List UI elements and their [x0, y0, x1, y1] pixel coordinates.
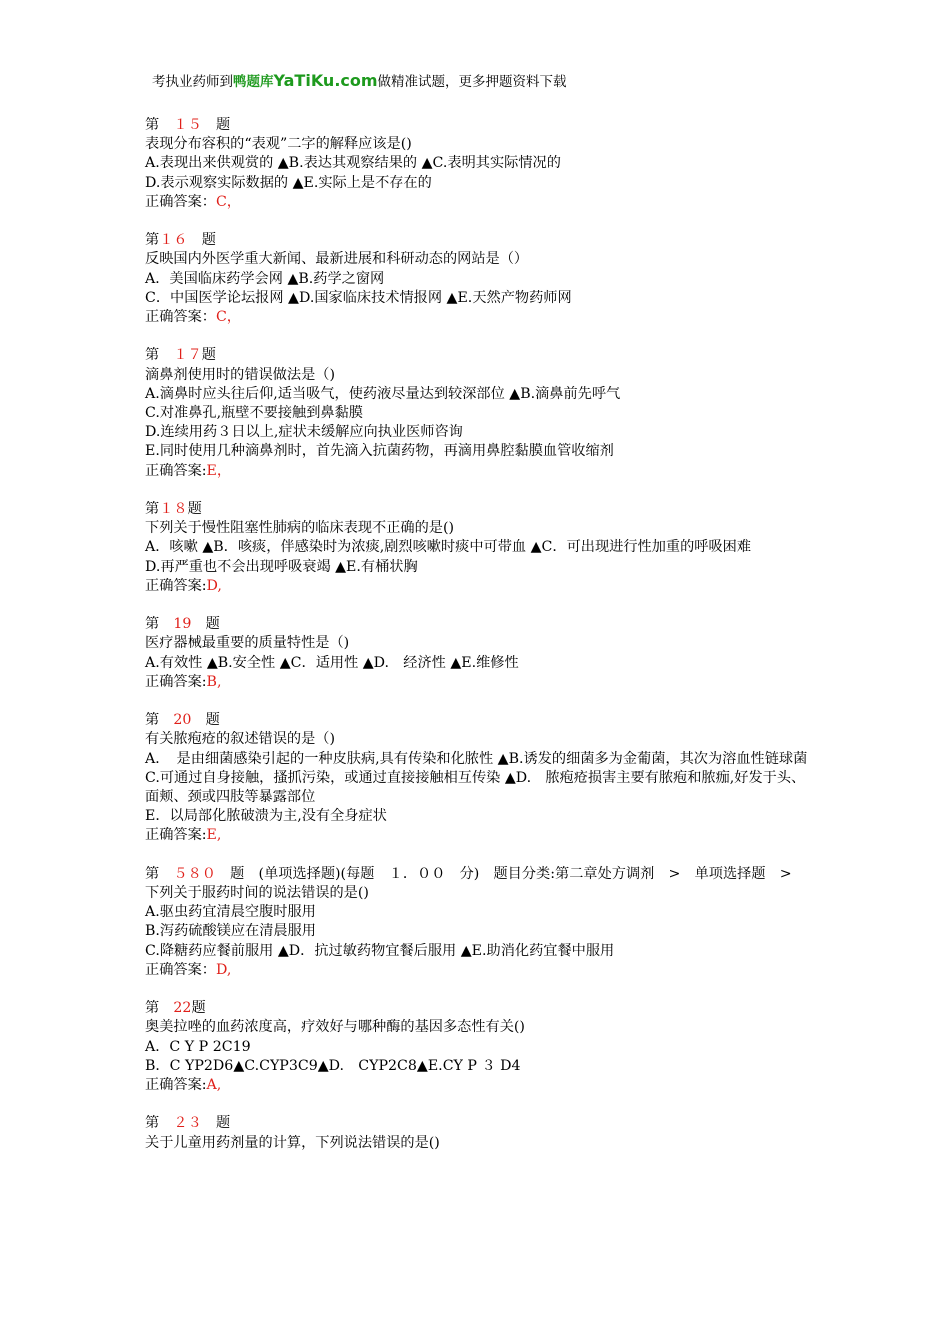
question-title-suffix: 题 — [201, 347, 216, 364]
answer-line — [145, 961, 810, 980]
question-title — [145, 116, 810, 135]
question-title-suffix: 题 — [201, 117, 231, 133]
answer-line — [145, 1076, 810, 1095]
question-title-suffix: 题 — [201, 1115, 231, 1132]
question-title-prefix: 第 — [145, 1000, 174, 1017]
answer-label: 正确答案: — [145, 827, 207, 844]
question-number: 19 — [173, 616, 192, 633]
question-number: ２３ — [173, 1115, 202, 1132]
header-prefix: 考执业药师到 — [152, 74, 233, 90]
answer-value: B, — [206, 673, 222, 690]
question-title — [145, 500, 810, 519]
question-block — [145, 999, 810, 1095]
answer-line — [145, 826, 810, 845]
brand-name-en[interactable]: YaTiKu.com — [273, 71, 378, 90]
question-title-prefix: 第 — [145, 712, 174, 729]
question-options-line: C．中国医学论坛报网 ▲D.国家临床技术情报网 ▲E.天然产物药师网 — [145, 289, 572, 306]
question-title — [145, 999, 810, 1018]
question-options-line: E.同时使用几种滴鼻剂时，首先滴入抗菌药物，再滴用鼻腔黏膜血管收缩剂 — [145, 443, 614, 460]
question-stem: 关于儿童用药剂量的计算，下列说法错误的是() — [145, 1134, 440, 1151]
question-options-line: D.表示观察实际数据的 ▲E.实际上是不存在的 — [145, 174, 432, 191]
answer-label: 正确答案： — [145, 309, 216, 326]
question-block — [145, 615, 810, 692]
question-title-prefix: 第 — [145, 347, 174, 364]
answer-value: A, — [206, 1077, 222, 1094]
question-block — [145, 711, 810, 845]
question-stem: 下列关于服药时间的说法错误的是() — [145, 885, 369, 902]
question-options-line: C.可通过自身接触，搔抓污染，或通过直接接触相互传染 ▲D. 脓疱疮损害主要有脓疱和脓痂,好发于头、面颊、颈或四肢等暴露部位 — [145, 769, 806, 806]
question-number: 22 — [173, 1000, 192, 1017]
page-header — [152, 70, 567, 93]
question-number: １５ — [173, 117, 202, 133]
question-stem: 反映国内外医学重大新闻、最新进展和科研动态的网站是（） — [145, 251, 529, 268]
brand-name-cn[interactable]: 鸭题库 — [233, 74, 274, 90]
question-options-line: D.连续用药３日以上,症状未缓解应向执业医师咨询 — [145, 424, 463, 441]
question-number: １６ — [159, 232, 188, 249]
question-stem: 滴鼻剂使用时的错误做法是（) — [145, 366, 335, 383]
answer-value: C， — [215, 309, 241, 326]
question-list — [145, 116, 810, 1172]
question-number: ５８０ — [173, 865, 216, 882]
question-stem: 有关脓疱疮的叙述错误的是（) — [145, 731, 335, 748]
answer-value: C， — [215, 193, 241, 210]
question-options-line: C.对准鼻孔,瓶壁不要接触到鼻黏膜 — [145, 405, 363, 422]
question-number: １８ — [159, 501, 188, 518]
question-options-line: A．C Y P 2C19 — [145, 1038, 251, 1055]
question-stem: 下列关于慢性阻塞性肺病的临床表现不正确的是() — [145, 520, 455, 537]
answer-line — [145, 308, 810, 327]
question-title-suffix: 题 — [191, 616, 220, 633]
question-options-line: A．咳嗽 ▲B．咳痰，伴感染时为浓痰,剧烈咳嗽时痰中可带血 ▲C．可出现进行性加重的呼吸困难 — [145, 539, 752, 556]
question-title-prefix: 第 — [145, 117, 174, 133]
question-number: 20 — [173, 712, 192, 729]
question-title-prefix: 第 — [145, 501, 160, 518]
question-title-prefix: 第 — [145, 1115, 174, 1132]
question-options-line: A．美国临床药学会网 ▲B.药学之窗网 — [145, 270, 385, 287]
answer-label: 正确答案: — [145, 1077, 207, 1094]
question-title — [145, 615, 810, 634]
answer-value: D, — [215, 961, 232, 978]
answer-line — [145, 673, 810, 692]
answer-value: E， — [206, 462, 232, 479]
answer-value: E, — [206, 827, 222, 844]
question-block — [145, 500, 810, 596]
answer-line — [145, 193, 810, 212]
question-options-line: A.表现出来供观赏的 ▲B.表达其观察结果的 ▲C.表明其实际情况的 — [145, 155, 561, 172]
question-block — [145, 116, 810, 212]
question-options-line: A.滴鼻时应头往后仰,适当吸气，使药液尽量达到较深部位 ▲B.滴鼻前先呼气 — [145, 385, 621, 402]
answer-value: D, — [206, 577, 222, 594]
answer-label: 正确答案: — [145, 577, 207, 594]
question-title-prefix: 第 — [145, 616, 174, 633]
question-title — [145, 346, 810, 365]
answer-label: 正确答案: — [145, 462, 207, 479]
answer-label: 正确答案： — [145, 961, 216, 978]
question-title — [145, 711, 810, 730]
question-title — [145, 231, 810, 250]
answer-line — [145, 462, 810, 481]
answer-line — [145, 577, 810, 596]
answer-label: 正确答案: — [145, 673, 207, 690]
question-block — [145, 865, 810, 980]
question-title-suffix: 题 — [191, 712, 220, 729]
question-options-line: D.再严重也不会出现呼吸衰竭 ▲E.有桶状胸 — [145, 558, 418, 575]
question-title-prefix: 第 — [145, 865, 174, 882]
question-title-suffix: 题 — [191, 1000, 206, 1017]
question-stem: 表现分布容积的“表观”二字的解释应该是() — [145, 136, 412, 153]
question-title — [145, 1114, 810, 1133]
question-title-prefix: 第 — [145, 232, 160, 249]
question-number: １７ — [173, 347, 202, 364]
question-options-line: A． 是由细菌感染引起的一种皮肤病,具有传染和化脓性 ▲B.诱发的细菌多为金葡菌，其次为溶血性链球菌 — [145, 750, 808, 767]
question-options-line: B.泻药硫酸镁应在清晨服用 — [145, 923, 316, 940]
question-block — [145, 1114, 810, 1152]
question-options-line: A.驱虫药宜清晨空腹时服用 — [145, 904, 316, 921]
question-options-line: B．C YP2D6▲C.CYP3C9▲D. CYP2C8▲E.CY P ３ D4 — [145, 1057, 521, 1074]
question-title-suffix: 题 — [187, 501, 202, 518]
question-title-suffix: 题 (单项选择题)(每题 １．００ 分) 题目分类:第二章处方调剂 > 单项选择题 > — [215, 865, 792, 882]
question-block — [145, 346, 810, 480]
header-suffix: 做精准试题，更多押题资料下载 — [377, 74, 567, 90]
question-options-line: A.有效性 ▲B.安全性 ▲C．适用性 ▲D. 经济性 ▲E.维修性 — [145, 654, 519, 671]
question-title — [145, 865, 810, 884]
question-block — [145, 231, 810, 327]
question-title-suffix: 题 — [187, 232, 216, 249]
answer-label: 正确答案： — [145, 193, 216, 210]
question-options-line: E．以局部化脓破溃为主,没有全身症状 — [145, 808, 387, 825]
question-options-line: C.降糖药应餐前服用 ▲D．抗过敏药物宜餐后服用 ▲E.助消化药宜餐中服用 — [145, 942, 615, 959]
question-stem: 医疗器械最重要的质量特性是（) — [145, 635, 350, 652]
question-stem: 奥美拉唑的血药浓度高，疗效好与哪种酶的基因多态性有关() — [145, 1019, 525, 1036]
